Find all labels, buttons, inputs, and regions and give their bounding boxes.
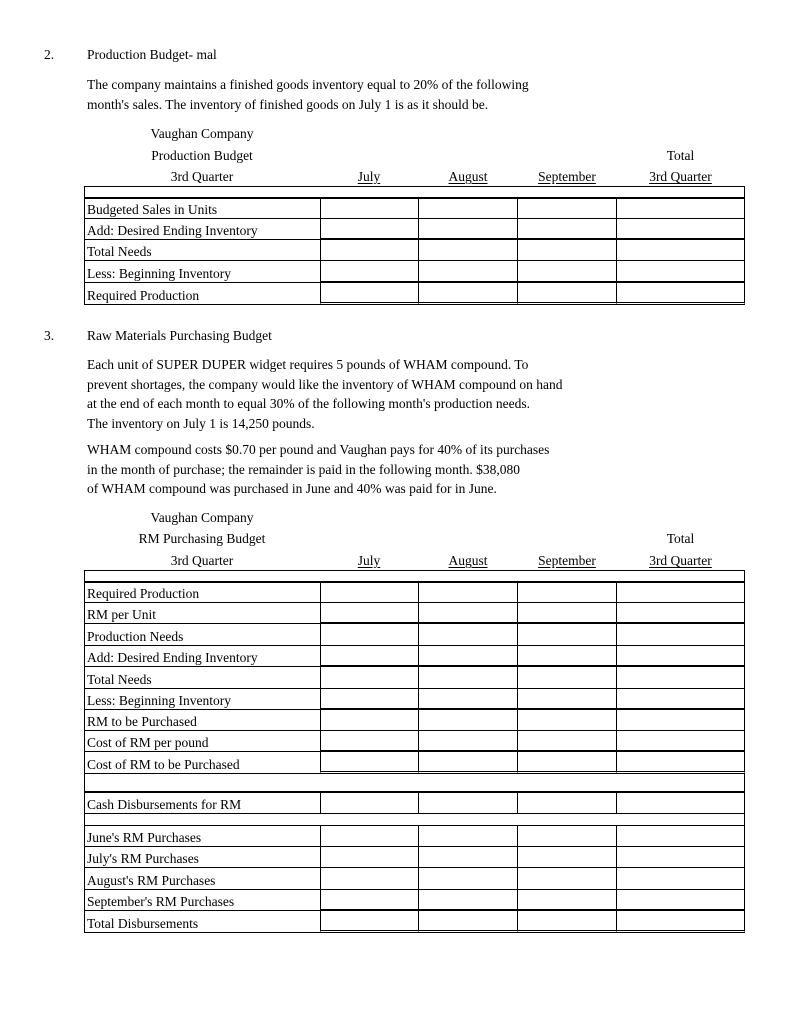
company-name: Vaughan Company [150,510,254,525]
august-cell[interactable] [419,283,518,305]
table-row [84,689,745,710]
paragraph-line: prevent shortages, the company would like the inventory of WHAM compound on hand [87,376,563,392]
row-label: Total Needs [87,672,152,687]
september-cell[interactable] [518,261,617,283]
total-cell[interactable] [617,283,745,305]
table-row [84,198,745,219]
company-name: Vaughan Company [150,126,254,141]
july-cell[interactable] [320,792,419,814]
table-row [84,826,745,847]
september-cell[interactable] [518,710,617,731]
row-label: Less: Beginning Inventory [87,266,231,281]
paragraph-line: in the month of purchase; the remainder is paid in the following month. $38,080 [87,461,521,477]
table-row [84,731,745,752]
table-row [84,752,745,774]
col-header-september: September [538,169,596,184]
table-header-strip [84,186,745,198]
july-cell[interactable] [320,624,419,646]
row-label: Total Needs [87,244,152,259]
table-row [84,847,745,868]
august-cell[interactable] [419,826,518,847]
row-label: Budgeted Sales in Units [87,202,218,217]
paragraph-line: of WHAM compound was purchased in June and 40% was paid for in June. [87,481,497,496]
september-cell[interactable] [518,731,617,752]
col-header-july: July [357,553,381,568]
july-cell[interactable] [320,890,419,911]
september-cell[interactable] [518,911,617,933]
september-cell[interactable] [518,826,617,847]
table-row [84,624,745,646]
cash-section-title: Cash Disbursements for RM [87,797,242,812]
august-cell[interactable] [419,198,518,219]
total-cell[interactable] [617,624,745,646]
table-spacer [84,774,745,792]
table-row [84,240,745,261]
total-cell[interactable] [617,792,745,814]
august-cell[interactable] [419,624,518,646]
july-cell[interactable] [320,646,419,667]
july-cell[interactable] [320,261,419,283]
table-row [84,710,745,731]
july-cell[interactable] [320,283,419,305]
table-row [84,911,745,933]
august-cell[interactable] [419,582,518,603]
august-cell[interactable] [419,667,518,689]
col-header-total: Total [666,148,695,163]
paragraph-line: at the end of each month to equal 30% of the following month's production needs. [87,396,530,411]
table-header-strip [84,570,745,582]
total-cell[interactable] [617,261,745,283]
total-cell[interactable] [617,198,745,219]
row-label: Cost of RM to be Purchased [87,757,240,772]
total-cell[interactable] [617,603,745,624]
row-label: Total Disbursements [87,916,199,931]
total-cell[interactable] [617,667,745,689]
total-cell[interactable] [617,646,745,667]
september-cell[interactable] [518,582,617,603]
august-cell[interactable] [419,868,518,890]
table-row [84,890,745,911]
total-cell[interactable] [617,582,745,603]
table-row [84,868,745,890]
budget-period: 3rd Quarter [170,169,234,184]
table-row [84,219,745,240]
september-cell[interactable] [518,689,617,710]
july-cell[interactable] [320,240,419,261]
total-cell[interactable] [617,731,745,752]
september-cell[interactable] [518,603,617,624]
july-cell[interactable] [320,847,419,868]
col-header-july: July [357,169,381,184]
total-cell[interactable] [617,911,745,933]
august-cell[interactable] [419,646,518,667]
total-cell[interactable] [617,868,745,890]
august-cell[interactable] [419,911,518,933]
september-cell[interactable] [518,646,617,667]
section-2-paragraph [87,75,529,114]
total-cell[interactable] [617,847,745,868]
august-cell[interactable] [419,731,518,752]
september-cell[interactable] [518,868,617,890]
total-cell[interactable] [617,710,745,731]
paragraph-line: The company maintains a finished goods inventory equal to 20% of the following [87,77,529,92]
august-cell[interactable] [419,603,518,624]
september-cell[interactable] [518,667,617,689]
july-cell[interactable] [320,198,419,219]
budget-name: Production Budget [151,148,253,163]
row-label: Less: Beginning Inventory [87,693,231,708]
row-label: RM per Unit [87,607,156,622]
row-label: Production Needs [87,629,184,644]
budget-period: 3rd Quarter [170,553,234,568]
section-2-number: 2. [44,47,55,62]
row-label: Cost of RM per pound [87,735,209,750]
september-cell[interactable] [518,890,617,911]
section-3-title: Raw Materials Purchasing Budget [87,328,272,343]
col-header-august: August [448,169,488,184]
july-cell[interactable] [320,603,419,624]
table-row [84,646,745,667]
july-cell[interactable] [320,826,419,847]
total-cell[interactable] [617,240,745,261]
july-cell[interactable] [320,731,419,752]
col-header-total: Total [666,531,695,546]
july-cell[interactable] [320,710,419,731]
table-row [84,283,745,305]
row-label: RM to be Purchased [87,714,197,729]
july-cell[interactable] [320,911,419,933]
paragraph-line: month's sales. The inventory of finished goods on July 1 is as it should be. [87,96,489,112]
august-cell[interactable] [419,890,518,911]
september-cell[interactable] [518,283,617,305]
july-cell[interactable] [320,689,419,710]
august-cell[interactable] [419,689,518,710]
july-cell[interactable] [320,868,419,890]
table-spacer [84,814,745,826]
paragraph-line: WHAM compound costs $0.70 per pound and Vaughan pays for 40% of its purchases [87,442,550,457]
table-row [84,261,745,283]
paragraph-line: Each unit of SUPER DUPER widget requires 5 pounds of WHAM compound. To [87,357,529,372]
august-cell[interactable] [419,847,518,868]
col-header-september: September [538,553,596,568]
september-cell[interactable] [518,240,617,261]
row-label: August's RM Purchases [87,873,216,888]
row-label: Add: Desired Ending Inventory [87,223,258,238]
august-cell[interactable] [419,240,518,261]
row-label: July's RM Purchases [87,851,199,866]
september-cell[interactable] [518,752,617,774]
total-cell[interactable] [617,219,745,240]
september-cell[interactable] [518,792,617,814]
section-3-number: 3. [44,328,55,343]
budget-name: RM Purchasing Budget [138,531,266,546]
paragraph-line: The inventory on July 1 is 14,250 pounds. [87,415,315,431]
table-row [84,582,745,603]
july-cell[interactable] [320,582,419,603]
section-3-paragraph-1 [87,355,563,433]
row-label: Required Production [87,288,200,303]
col-header-august: August [448,553,488,568]
august-cell[interactable] [419,710,518,731]
september-cell[interactable] [518,847,617,868]
august-cell[interactable] [419,792,518,814]
section-2-title: Production Budget- mal [87,47,217,62]
col-header-total-quarter: 3rd Quarter [649,553,712,568]
august-cell[interactable] [419,219,518,240]
row-label: June's RM Purchases [87,830,202,845]
row-label: Add: Desired Ending Inventory [87,650,258,665]
september-cell[interactable] [518,219,617,240]
september-cell[interactable] [518,198,617,219]
section-3-paragraph-2 [87,440,549,499]
total-cell[interactable] [617,752,745,774]
total-cell[interactable] [617,689,745,710]
table-row [84,667,745,689]
july-cell[interactable] [320,752,419,774]
august-cell[interactable] [419,752,518,774]
table-row [84,603,745,624]
row-label: September's RM Purchases [87,894,235,909]
july-cell[interactable] [320,219,419,240]
table-row [84,792,745,814]
total-cell[interactable] [617,890,745,911]
col-header-total-quarter: 3rd Quarter [649,169,712,184]
row-label: Required Production [87,586,200,601]
total-cell[interactable] [617,826,745,847]
september-cell[interactable] [518,624,617,646]
july-cell[interactable] [320,667,419,689]
august-cell[interactable] [419,261,518,283]
